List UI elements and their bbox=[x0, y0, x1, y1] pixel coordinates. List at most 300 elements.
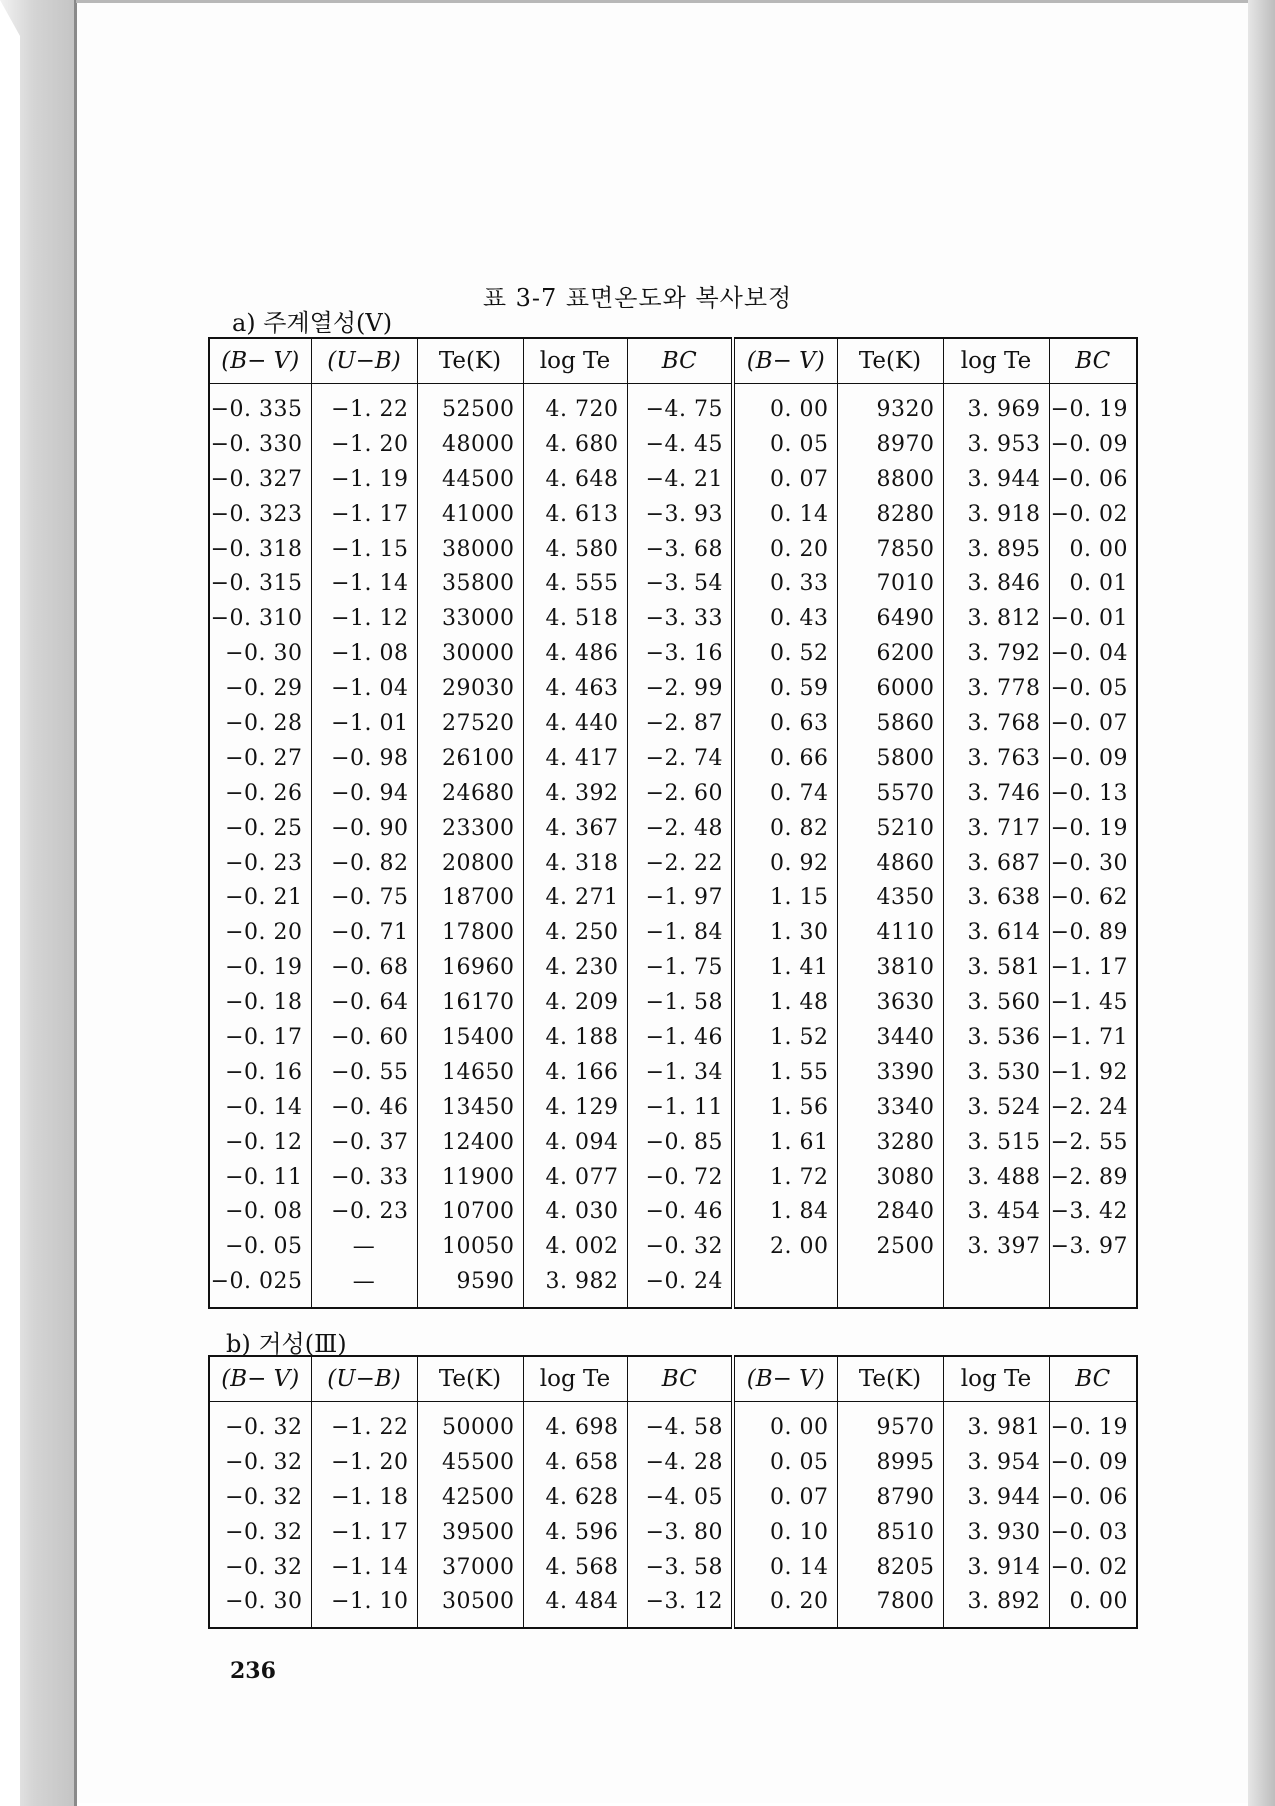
table-cell: 1. 55 bbox=[733, 1055, 837, 1090]
table-cell: 3. 914 bbox=[943, 1550, 1049, 1585]
table-cell: −0. 06 bbox=[1049, 462, 1137, 497]
table-cell: 3. 944 bbox=[943, 1480, 1049, 1515]
table-row bbox=[209, 1480, 1137, 1515]
table-cell: −0. 318 bbox=[209, 532, 311, 567]
table-row bbox=[209, 1445, 1137, 1480]
table-cell: −0. 26 bbox=[209, 776, 311, 811]
table-cell: −1. 20 bbox=[311, 427, 417, 462]
table-row bbox=[209, 462, 1137, 497]
table-row bbox=[209, 1020, 1137, 1055]
table-cell: 0. 00 bbox=[1049, 532, 1137, 567]
table-cell: 4. 271 bbox=[523, 880, 627, 915]
table-cell: 0. 20 bbox=[733, 532, 837, 567]
column-header: BC bbox=[1049, 338, 1137, 384]
table-cell: −2. 22 bbox=[627, 846, 733, 881]
table-cell: 3. 812 bbox=[943, 601, 1049, 636]
book-pages-right bbox=[1248, 0, 1275, 1806]
main-sequence-table-wrap bbox=[208, 337, 1136, 1309]
table-cell: 5570 bbox=[837, 776, 943, 811]
table-cell: −0. 08 bbox=[209, 1194, 311, 1229]
table-cell: −0. 335 bbox=[209, 392, 311, 427]
table-cell: 39500 bbox=[417, 1515, 523, 1550]
table-row bbox=[209, 776, 1137, 811]
table-cell: −0. 02 bbox=[1049, 1550, 1137, 1585]
table-cell: 8800 bbox=[837, 462, 943, 497]
table-cell: 3. 778 bbox=[943, 671, 1049, 706]
column-header: BC bbox=[627, 338, 733, 384]
table-cell: 8970 bbox=[837, 427, 943, 462]
table-cell: 3. 687 bbox=[943, 846, 1049, 881]
table-cell: −1. 17 bbox=[311, 1515, 417, 1550]
table-cell: 16960 bbox=[417, 950, 523, 985]
table-cell: −0. 03 bbox=[1049, 1515, 1137, 1550]
table-cell: −0. 30 bbox=[1049, 846, 1137, 881]
table-cell: 30500 bbox=[417, 1584, 523, 1619]
table-row bbox=[209, 1515, 1137, 1550]
column-header: BC bbox=[1049, 1356, 1137, 1402]
table-cell: 3. 895 bbox=[943, 532, 1049, 567]
table-cell: 1. 15 bbox=[733, 880, 837, 915]
table-cell: −0. 02 bbox=[1049, 497, 1137, 532]
table-cell: 3. 846 bbox=[943, 566, 1049, 601]
book-cover-left bbox=[0, 0, 76, 1806]
column-header: (B− V) bbox=[209, 338, 311, 384]
table-cell: — bbox=[311, 1229, 417, 1264]
table-cell: 4. 002 bbox=[523, 1229, 627, 1264]
table-cell: −4. 58 bbox=[627, 1410, 733, 1445]
table-cell: −0. 18 bbox=[209, 985, 311, 1020]
table-cell: 0. 43 bbox=[733, 601, 837, 636]
header-row bbox=[209, 1356, 1137, 1402]
spacer-row bbox=[209, 1402, 1137, 1411]
table-cell: −0. 32 bbox=[209, 1550, 311, 1585]
table-row bbox=[209, 741, 1137, 776]
table-cell: 4. 486 bbox=[523, 636, 627, 671]
table-cell: −2. 24 bbox=[1049, 1090, 1137, 1125]
table-cell: −0. 71 bbox=[311, 915, 417, 950]
table-cell: −0. 05 bbox=[1049, 671, 1137, 706]
table-cell: 37000 bbox=[417, 1550, 523, 1585]
table-cell: 2. 00 bbox=[733, 1229, 837, 1264]
table-cell: −3. 80 bbox=[627, 1515, 733, 1550]
table-cell: 0. 00 bbox=[733, 392, 837, 427]
table-cell: −0. 30 bbox=[209, 636, 311, 671]
table-cell bbox=[943, 1264, 1049, 1299]
table-cell: 3440 bbox=[837, 1020, 943, 1055]
table-cell: −2. 55 bbox=[1049, 1125, 1137, 1160]
table-cell: 3. 981 bbox=[943, 1410, 1049, 1445]
table-cell: −0. 98 bbox=[311, 741, 417, 776]
table-cell: −0. 09 bbox=[1049, 427, 1137, 462]
column-header: (U−B) bbox=[311, 1356, 417, 1402]
table-cell: 3. 397 bbox=[943, 1229, 1049, 1264]
table-cell: 4. 318 bbox=[523, 846, 627, 881]
table-cell: −0. 75 bbox=[311, 880, 417, 915]
table-cell: −0. 62 bbox=[1049, 880, 1137, 915]
table-cell: 3. 768 bbox=[943, 706, 1049, 741]
table-cell: −1. 10 bbox=[311, 1584, 417, 1619]
table-cell: −3. 93 bbox=[627, 497, 733, 532]
table-row bbox=[209, 601, 1137, 636]
table-cell: 4. 440 bbox=[523, 706, 627, 741]
table-cell: 4. 658 bbox=[523, 1445, 627, 1480]
table-cell: −1. 19 bbox=[311, 462, 417, 497]
column-header: (B− V) bbox=[733, 338, 837, 384]
table-cell: −0. 85 bbox=[627, 1125, 733, 1160]
table-cell: 4. 166 bbox=[523, 1055, 627, 1090]
table-cell: −0. 82 bbox=[311, 846, 417, 881]
table-row bbox=[209, 1055, 1137, 1090]
table-cell: 3. 581 bbox=[943, 950, 1049, 985]
table-cell: 52500 bbox=[417, 392, 523, 427]
table-cell: −0. 06 bbox=[1049, 1480, 1137, 1515]
table-cell: −0. 19 bbox=[1049, 811, 1137, 846]
main-sequence-table bbox=[208, 337, 1138, 1309]
table-cell: −0. 01 bbox=[1049, 601, 1137, 636]
table-cell: −1. 84 bbox=[627, 915, 733, 950]
table-cell: 10700 bbox=[417, 1194, 523, 1229]
table-cell: −3. 68 bbox=[627, 532, 733, 567]
table-cell: −0. 323 bbox=[209, 497, 311, 532]
table-cell: 13450 bbox=[417, 1090, 523, 1125]
table-cell: 3810 bbox=[837, 950, 943, 985]
table-cell: 18700 bbox=[417, 880, 523, 915]
table-cell: 4. 367 bbox=[523, 811, 627, 846]
table-cell: −0. 32 bbox=[209, 1410, 311, 1445]
table-cell: −0. 330 bbox=[209, 427, 311, 462]
table-row bbox=[209, 532, 1137, 567]
table-row bbox=[209, 497, 1137, 532]
table-cell bbox=[1049, 1264, 1137, 1299]
table-cell: 1. 41 bbox=[733, 950, 837, 985]
table-cell: −0. 28 bbox=[209, 706, 311, 741]
column-header: Te(K) bbox=[837, 338, 943, 384]
table-cell: −0. 46 bbox=[627, 1194, 733, 1229]
table-cell: 0. 14 bbox=[733, 1550, 837, 1585]
table-cell: 33000 bbox=[417, 601, 523, 636]
table-cell: 3. 717 bbox=[943, 811, 1049, 846]
table-cell: 3. 524 bbox=[943, 1090, 1049, 1125]
table-cell: 0. 92 bbox=[733, 846, 837, 881]
table-cell: −0. 27 bbox=[209, 741, 311, 776]
table-cell: 0. 63 bbox=[733, 706, 837, 741]
table-cell: −1. 22 bbox=[311, 392, 417, 427]
table-cell: −1. 04 bbox=[311, 671, 417, 706]
table-cell: 17800 bbox=[417, 915, 523, 950]
table-cell: 4. 077 bbox=[523, 1160, 627, 1195]
table-cell: 4. 613 bbox=[523, 497, 627, 532]
table-cell: 0. 10 bbox=[733, 1515, 837, 1550]
table-cell: −3. 42 bbox=[1049, 1194, 1137, 1229]
table-cell: 3080 bbox=[837, 1160, 943, 1195]
table-cell: 0. 82 bbox=[733, 811, 837, 846]
table-cell: 4. 596 bbox=[523, 1515, 627, 1550]
table-cell: −3. 33 bbox=[627, 601, 733, 636]
table-cell: −0. 19 bbox=[209, 950, 311, 985]
table-cell: −0. 32 bbox=[209, 1515, 311, 1550]
table-cell: 9320 bbox=[837, 392, 943, 427]
table-cell: 20800 bbox=[417, 846, 523, 881]
table-cell: 4. 484 bbox=[523, 1584, 627, 1619]
table-cell: −1. 01 bbox=[311, 706, 417, 741]
table-cell: −1. 08 bbox=[311, 636, 417, 671]
table-cell: −1. 17 bbox=[1049, 950, 1137, 985]
table-cell: 0. 33 bbox=[733, 566, 837, 601]
table-cell: 8205 bbox=[837, 1550, 943, 1585]
table-cell: 14650 bbox=[417, 1055, 523, 1090]
column-header: Te(K) bbox=[837, 1356, 943, 1402]
table-row bbox=[209, 427, 1137, 462]
table-cell: 4. 230 bbox=[523, 950, 627, 985]
table-row bbox=[209, 566, 1137, 601]
table-cell: 16170 bbox=[417, 985, 523, 1020]
table-cell bbox=[837, 1264, 943, 1299]
table-cell: 12400 bbox=[417, 1125, 523, 1160]
table-cell: 45500 bbox=[417, 1445, 523, 1480]
table-cell: 15400 bbox=[417, 1020, 523, 1055]
table-row bbox=[209, 671, 1137, 706]
table-cell: −0. 19 bbox=[1049, 392, 1137, 427]
table-cell: 6490 bbox=[837, 601, 943, 636]
table-cell: −1. 15 bbox=[311, 532, 417, 567]
table-cell: −0. 33 bbox=[311, 1160, 417, 1195]
table-cell: 24680 bbox=[417, 776, 523, 811]
table-cell: −1. 92 bbox=[1049, 1055, 1137, 1090]
table-cell: 27520 bbox=[417, 706, 523, 741]
table-cell: −0. 30 bbox=[209, 1584, 311, 1619]
table-cell: −2. 48 bbox=[627, 811, 733, 846]
table-cell: 4. 568 bbox=[523, 1550, 627, 1585]
table-cell: 4. 209 bbox=[523, 985, 627, 1020]
column-header: BC bbox=[627, 1356, 733, 1402]
table-cell: −1. 71 bbox=[1049, 1020, 1137, 1055]
table-cell: 3. 953 bbox=[943, 427, 1049, 462]
table-cell: 0. 59 bbox=[733, 671, 837, 706]
table-cell: −0. 25 bbox=[209, 811, 311, 846]
table-cell: −3. 97 bbox=[1049, 1229, 1137, 1264]
table-cell: 3. 982 bbox=[523, 1264, 627, 1299]
table-cell: 3630 bbox=[837, 985, 943, 1020]
table-cell: −0. 21 bbox=[209, 880, 311, 915]
table-row bbox=[209, 811, 1137, 846]
table-cell: 4. 648 bbox=[523, 462, 627, 497]
table-cell: −3. 54 bbox=[627, 566, 733, 601]
table-cell: −4. 75 bbox=[627, 392, 733, 427]
table-cell: −1. 97 bbox=[627, 880, 733, 915]
table-cell: −0. 12 bbox=[209, 1125, 311, 1160]
table-cell: 0. 20 bbox=[733, 1584, 837, 1619]
table-row bbox=[209, 1584, 1137, 1619]
table-cell: 8510 bbox=[837, 1515, 943, 1550]
table-cell: 4. 555 bbox=[523, 566, 627, 601]
table-cell: 4350 bbox=[837, 880, 943, 915]
column-header: (B− V) bbox=[733, 1356, 837, 1402]
header-row bbox=[209, 338, 1137, 384]
table-row bbox=[209, 636, 1137, 671]
table-cell: −0. 23 bbox=[311, 1194, 417, 1229]
table-cell: 4. 720 bbox=[523, 392, 627, 427]
table-row bbox=[209, 1264, 1137, 1299]
table-cell: 50000 bbox=[417, 1410, 523, 1445]
table-cell: −0. 05 bbox=[209, 1229, 311, 1264]
table-cell: 29030 bbox=[417, 671, 523, 706]
table-cell: 4. 417 bbox=[523, 741, 627, 776]
table-cell: −0. 68 bbox=[311, 950, 417, 985]
column-header: Te(K) bbox=[417, 1356, 523, 1402]
table-cell: 4. 698 bbox=[523, 1410, 627, 1445]
table-row bbox=[209, 706, 1137, 741]
table-cell: 2500 bbox=[837, 1229, 943, 1264]
table-cell: 0. 07 bbox=[733, 1480, 837, 1515]
table-cell: −0. 37 bbox=[311, 1125, 417, 1160]
table-cell: −0. 64 bbox=[311, 985, 417, 1020]
section-b-label: b) 거성(Ⅲ) bbox=[226, 1330, 347, 1358]
table-cell: 0. 00 bbox=[733, 1410, 837, 1445]
table-cell: 0. 05 bbox=[733, 427, 837, 462]
table-cell: −0. 09 bbox=[1049, 1445, 1137, 1480]
table-row bbox=[209, 846, 1137, 881]
table-cell: −0. 24 bbox=[627, 1264, 733, 1299]
table-cell: 7800 bbox=[837, 1584, 943, 1619]
table-cell: −0. 14 bbox=[209, 1090, 311, 1125]
table-cell: 3. 536 bbox=[943, 1020, 1049, 1055]
table-cell: 7010 bbox=[837, 566, 943, 601]
table-cell: 0. 66 bbox=[733, 741, 837, 776]
table-cell: −0. 29 bbox=[209, 671, 311, 706]
table-cell: 9570 bbox=[837, 1410, 943, 1445]
table-cell: 2840 bbox=[837, 1194, 943, 1229]
table-cell: 3. 954 bbox=[943, 1445, 1049, 1480]
table-cell: 8280 bbox=[837, 497, 943, 532]
spacer-row bbox=[209, 384, 1137, 393]
table-cell: 26100 bbox=[417, 741, 523, 776]
table-cell: −3. 58 bbox=[627, 1550, 733, 1585]
table-cell: 44500 bbox=[417, 462, 523, 497]
table-cell: 3. 930 bbox=[943, 1515, 1049, 1550]
table-cell: −0. 19 bbox=[1049, 1410, 1137, 1445]
column-header: log Te bbox=[943, 1356, 1049, 1402]
table-cell: 0. 00 bbox=[1049, 1584, 1137, 1619]
table-cell: −2. 87 bbox=[627, 706, 733, 741]
section-a-label: a) 주계열성(V) bbox=[232, 309, 393, 337]
table-cell: 3. 944 bbox=[943, 462, 1049, 497]
spacer-row bbox=[209, 1299, 1137, 1308]
table-cell: −0. 46 bbox=[311, 1090, 417, 1125]
table-cell: −1. 75 bbox=[627, 950, 733, 985]
table-cell: −0. 327 bbox=[209, 462, 311, 497]
table-cell: −1. 17 bbox=[311, 497, 417, 532]
table-cell: — bbox=[311, 1264, 417, 1299]
table-cell: −0. 16 bbox=[209, 1055, 311, 1090]
table-cell: 0. 07 bbox=[733, 462, 837, 497]
table-cell: 1. 72 bbox=[733, 1160, 837, 1195]
table-cell: −1. 14 bbox=[311, 566, 417, 601]
table-cell: −0. 04 bbox=[1049, 636, 1137, 671]
table-cell: 3. 763 bbox=[943, 741, 1049, 776]
page-number: 236 bbox=[230, 1658, 276, 1684]
column-header: log Te bbox=[523, 1356, 627, 1402]
table-cell: 3. 614 bbox=[943, 915, 1049, 950]
table-cell: −0. 11 bbox=[209, 1160, 311, 1195]
spacer-row bbox=[209, 1619, 1137, 1628]
table-cell: 41000 bbox=[417, 497, 523, 532]
table-cell: 6000 bbox=[837, 671, 943, 706]
table-row bbox=[209, 1410, 1137, 1445]
column-header: Te(K) bbox=[417, 338, 523, 384]
column-header: (B− V) bbox=[209, 1356, 311, 1402]
table-cell: 3. 515 bbox=[943, 1125, 1049, 1160]
table-cell: −0. 32 bbox=[627, 1229, 733, 1264]
table-cell: 0. 74 bbox=[733, 776, 837, 811]
table-cell: −3. 12 bbox=[627, 1584, 733, 1619]
table-cell: 7850 bbox=[837, 532, 943, 567]
table-cell: 42500 bbox=[417, 1480, 523, 1515]
table-caption: 표 3-7 표면온도와 복사보정 bbox=[482, 284, 793, 312]
table-cell: −0. 310 bbox=[209, 601, 311, 636]
table-cell: 3. 746 bbox=[943, 776, 1049, 811]
table-row bbox=[209, 1160, 1137, 1195]
table-cell: −1. 58 bbox=[627, 985, 733, 1020]
table-cell: 11900 bbox=[417, 1160, 523, 1195]
column-header: (U−B) bbox=[311, 338, 417, 384]
table-row bbox=[209, 950, 1137, 985]
table-cell: −0. 09 bbox=[1049, 741, 1137, 776]
table-cell: 4. 129 bbox=[523, 1090, 627, 1125]
table-cell: 4110 bbox=[837, 915, 943, 950]
table-cell: 1. 56 bbox=[733, 1090, 837, 1125]
table-row bbox=[209, 985, 1137, 1020]
table-cell: −1. 22 bbox=[311, 1410, 417, 1445]
table-cell: −0. 32 bbox=[209, 1445, 311, 1480]
table-cell: 10050 bbox=[417, 1229, 523, 1264]
table-row bbox=[209, 392, 1137, 427]
table-cell: −2. 89 bbox=[1049, 1160, 1137, 1195]
table-cell: 4. 463 bbox=[523, 671, 627, 706]
table-row bbox=[209, 1125, 1137, 1160]
table-cell: −0. 315 bbox=[209, 566, 311, 601]
table-cell: −1. 46 bbox=[627, 1020, 733, 1055]
table-cell: −1. 11 bbox=[627, 1090, 733, 1125]
table-cell bbox=[733, 1264, 837, 1299]
table-cell: 1. 52 bbox=[733, 1020, 837, 1055]
table-row bbox=[209, 1550, 1137, 1585]
table-cell: 8995 bbox=[837, 1445, 943, 1480]
table-cell: 4. 250 bbox=[523, 915, 627, 950]
table-cell: −1. 18 bbox=[311, 1480, 417, 1515]
table-cell: −0. 94 bbox=[311, 776, 417, 811]
table-cell: 3280 bbox=[837, 1125, 943, 1160]
table-cell: −0. 20 bbox=[209, 915, 311, 950]
table-cell: −1. 45 bbox=[1049, 985, 1137, 1020]
table-cell: −0. 025 bbox=[209, 1264, 311, 1299]
table-cell: 4. 392 bbox=[523, 776, 627, 811]
table-cell: 4. 580 bbox=[523, 532, 627, 567]
table-cell: −0. 72 bbox=[627, 1160, 733, 1195]
table-cell: −2. 60 bbox=[627, 776, 733, 811]
table-cell: 3. 792 bbox=[943, 636, 1049, 671]
table-cell: −0. 55 bbox=[311, 1055, 417, 1090]
table-cell: 3. 560 bbox=[943, 985, 1049, 1020]
table-cell: 4. 680 bbox=[523, 427, 627, 462]
table-row bbox=[209, 1090, 1137, 1125]
table-row bbox=[209, 1194, 1137, 1229]
table-cell: 3. 454 bbox=[943, 1194, 1049, 1229]
table-cell: −0. 13 bbox=[1049, 776, 1137, 811]
table-cell: 5210 bbox=[837, 811, 943, 846]
table-cell: 1. 48 bbox=[733, 985, 837, 1020]
table-cell: 0. 01 bbox=[1049, 566, 1137, 601]
table-cell: 3. 488 bbox=[943, 1160, 1049, 1195]
